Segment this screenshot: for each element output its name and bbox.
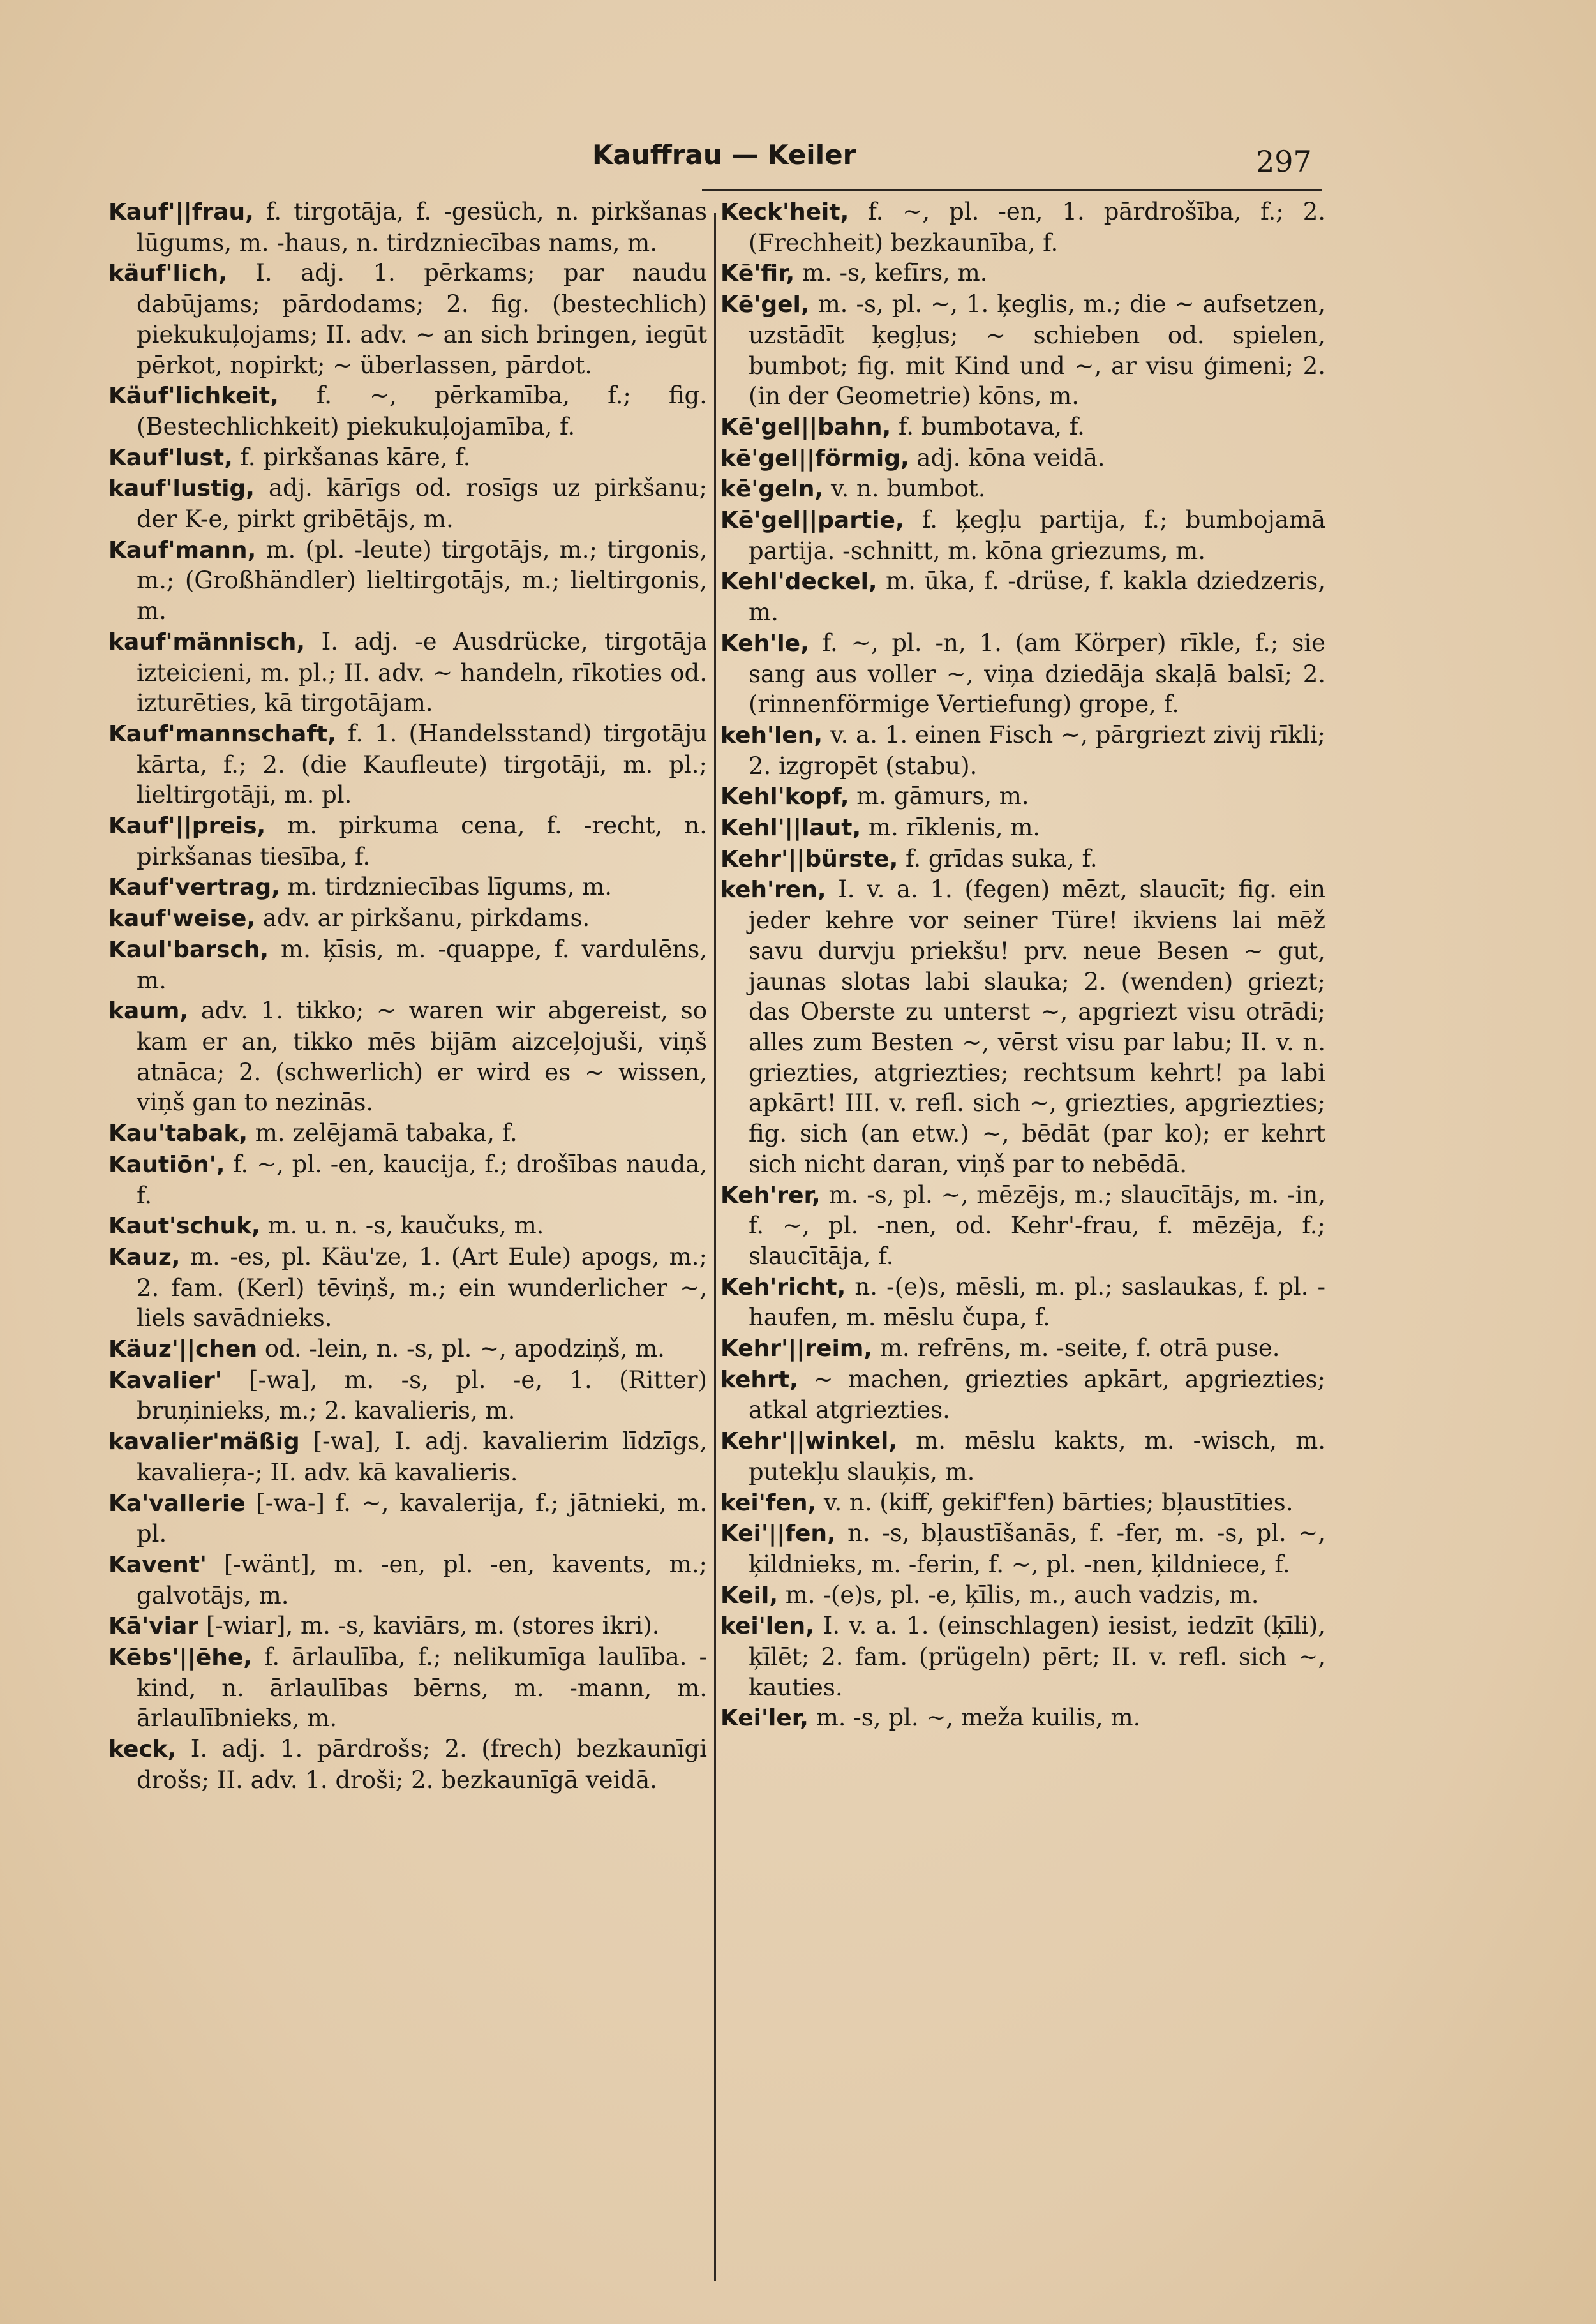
entry-headword: kehrt,	[720, 1366, 798, 1393]
entry-definition: adj. kōna veidā.	[909, 443, 1105, 472]
entry-headword: Kauf'||frau,	[108, 199, 254, 225]
entry-headword: Kavalier'	[108, 1367, 222, 1394]
dictionary-entry	[108, 1549, 707, 1611]
entry-definition: m. tirdzniecības līgums, m.	[280, 873, 613, 901]
entry-headword: Kauf'mannschaft,	[108, 720, 336, 747]
dictionary-entry	[720, 812, 1325, 844]
entry-definition: I. adj. 1. pārdrošs; 2. (frech) bezkaunīgi drošs; II. adv. 1. droši; 2. bezkaunīgā veidā.	[137, 1735, 707, 1794]
dictionary-entry	[720, 1611, 1325, 1702]
entry-headword: Käuz'||chen	[108, 1336, 258, 1363]
dictionary-entry	[108, 535, 707, 627]
entry-headword: Kau'tabak,	[108, 1121, 248, 1147]
entry-headword: Kauz,	[108, 1244, 181, 1270]
entry-definition: f. grīdas suka, f.	[898, 844, 1098, 872]
right-column	[720, 197, 1325, 1734]
entry-definition: m. ķīsis, m. -quappe, f. vardulēns, m.	[137, 935, 707, 994]
dictionary-entry	[108, 442, 707, 473]
entry-headword: Kauf'mann,	[108, 537, 257, 563]
entry-definition: [-wiar], m. -s, kaviārs, m. (stores ikri).	[198, 1612, 660, 1640]
entry-headword: kē'gel||förmig,	[720, 445, 909, 472]
entry-definition: f. bumbotava, f.	[891, 412, 1085, 440]
dictionary-entry	[720, 1333, 1325, 1364]
dictionary-entry	[108, 1242, 707, 1334]
entry-headword: Kaul'barsch,	[108, 936, 269, 963]
entry-headword: Kehr'||winkel,	[720, 1428, 898, 1455]
entry-definition: m. rīklenis, m.	[861, 814, 1041, 842]
entry-headword: kauf'lustig,	[108, 475, 255, 502]
entry-headword: Kehl'||laut,	[720, 815, 861, 842]
entry-headword: Kēbs'||ēhe,	[108, 1644, 252, 1671]
dictionary-entry	[108, 1210, 707, 1242]
entry-headword: kauf'männisch,	[108, 629, 306, 655]
entry-definition: m. -s, pl. ~, meža kuilis, m.	[808, 1704, 1141, 1732]
entry-definition: f. ~, pl. -en, kaucija, f.; drošības nauda, f.	[137, 1150, 707, 1209]
entry-headword: Kei'||fen,	[720, 1521, 836, 1547]
entry-definition: f. ārlaulība, f.; nelikumīga laulība. -kind, n. ārlaulības bērns, m. -mann, m. ārlaulībnieks, m.	[137, 1643, 707, 1732]
entry-headword: Keh'richt,	[720, 1274, 846, 1300]
dictionary-entry	[720, 1518, 1325, 1579]
dictionary-entry	[720, 781, 1325, 812]
entry-definition: [-wa], m. -s, pl. -e, 1. (Ritter) bruņinieks, m.; 2. kavalieris, m.	[137, 1366, 707, 1425]
entry-definition: m. ūka, f. -drüse, f. kakla dziedzeris, m.	[749, 567, 1325, 627]
entry-definition: m. gāmurs, m.	[849, 782, 1029, 810]
entry-headword: Kaut'schuk,	[108, 1213, 260, 1240]
dictionary-entry	[720, 628, 1325, 720]
dictionary-entry	[720, 505, 1325, 566]
entry-headword: Kei'ler,	[720, 1705, 809, 1732]
dictionary-entry	[720, 720, 1325, 781]
page-header	[0, 139, 1596, 190]
entry-definition: adv. ar pirkšanu, pirkdams.	[255, 904, 590, 932]
entry-definition: m. -es, pl. Käu'ze, 1. (Art Eule) apogs, m.; 2. fam. (Kerl) tēviņš, m.; ein wunderlicher ~, liels savādnieks.	[137, 1242, 707, 1332]
entry-definition: f. 1. (Handelsstand) tirgotāju kārta, f.; 2. (die Kaufleute) tirgotāji, m. pl.; lieltirgotāji, m. pl.	[137, 719, 707, 809]
dictionary-entry	[108, 934, 707, 995]
page-number: 297	[1256, 144, 1312, 179]
entry-headword: Kavent'	[108, 1551, 207, 1578]
entry-definition: v. a. 1. einen Fisch ~, pārgriezt zivij rīkli; 2. izgropēt (stabu).	[749, 720, 1325, 780]
entry-definition: I. v. a. 1. (fegen) mēzt, slaucīt; fig. ein jeder kehre vor seiner Türe! ikviens lai mēž savu durvju priekšu! prv. neue Besen ~ gut, jaunas slotas labi slauka; 2. (wenden) griezt; das Oberste zu unterst ~, apgriezt visu otrādi; alles zum Besten ~, vērst visu par labu; II. v. n. griezties, atgriezties; rechtsum kehrt! pa labi apkārt! III. v. refl. sich ~, griezties, apgriezties; fig. sich (an etw.) ~, bēdāt (par ko); er kehrt sich nicht daran, viņš par to nebēdā.	[749, 875, 1325, 1178]
entry-definition: m. mēslu kakts, m. -wisch, m. putekļu slauķis, m.	[749, 1427, 1325, 1486]
entry-definition: [-wänt], m. -en, pl. -en, kavents, m.; galvotājs, m.	[137, 1550, 707, 1609]
entry-definition: f. ķegļu partija, f.; bumbojamā partija. -schnitt, m. kōna griezums, m.	[749, 506, 1325, 565]
dictionary-entry	[108, 627, 707, 719]
entry-headword: Kehl'deckel,	[720, 569, 877, 595]
entry-definition: [-wa], I. adj. kavalierim līdzīgs, kavalieŗa-; II. adv. kā kavalieris.	[137, 1427, 707, 1486]
entry-headword: keh'len,	[720, 722, 823, 749]
dictionary-entry	[108, 903, 707, 934]
entry-headword: Keh'le,	[720, 630, 809, 657]
entry-definition: n. -(e)s, mēsli, m. pl.; saslaukas, f. pl. -haufen, m. mēslu čupa, f.	[749, 1272, 1325, 1332]
entry-headword: Kehr'||reim,	[720, 1336, 873, 1362]
dictionary-entry	[108, 1334, 707, 1365]
entry-definition: m. pirkuma cena, f. -recht, n. pirkšanas tiesība, f.	[137, 812, 707, 870]
dictionary-entry	[720, 1426, 1325, 1487]
dictionary-entry	[720, 1272, 1325, 1333]
entry-headword: Kauf'lust,	[108, 444, 233, 471]
entry-definition: I. v. a. 1. (einschlagen) iesist, iedzīt (ķīli), ķīlēt; 2. fam. (prügeln) pērt; II. v. refl. sich ~, kauties.	[749, 1612, 1325, 1701]
entry-headword: kei'fen,	[720, 1489, 817, 1516]
entry-headword: käuf'lich,	[108, 260, 227, 287]
header-rule	[702, 189, 1322, 191]
entry-headword: kē'geln,	[720, 476, 824, 503]
dictionary-entry	[108, 473, 707, 534]
guide-words: Kauffrau — Keiler	[592, 139, 856, 170]
dictionary-entry	[108, 1642, 707, 1734]
entry-definition: m. u. n. -s, kaučuks, m.	[260, 1212, 544, 1240]
entry-definition: v. n. (kiff, gekif'fen) bārties; bļaustīties.	[816, 1488, 1294, 1516]
dictionary-entry	[108, 1488, 707, 1549]
entry-definition: adv. 1. tikko; ~ waren wir abgereist, so kam er an, tikko mēs bijām aizceļojuši, viņš atnāca; 2. (schwerlich) er wird es ~ wissen, viņš gan to nezinās.	[137, 997, 707, 1117]
entry-definition: f. ~, pērkamība, f.; fig. (Bestechlichkeit) piekukuļojamība, f.	[137, 382, 707, 440]
dictionary-entry	[108, 1426, 707, 1487]
entry-definition: f. tirgotāja, f. -gesüch, n. pirkšanas lūgums, m. -haus, n. tirdzniecības nams, m.	[137, 198, 707, 257]
dictionary-entry	[108, 380, 707, 442]
entry-definition: m. -s, pl. ~, 1. ķeglis, m.; die ~ aufsetzen, uzstādīt ķegļus; ~ schieben od. spielen, bumbot; fig. mit Kind und ~, ar visu ģimeni; 2. (in der Geometrie) kōns, m.	[749, 290, 1325, 410]
entry-headword: Kē'gel||bahn,	[720, 413, 891, 440]
dictionary-entry	[108, 258, 707, 380]
dictionary-entry	[720, 289, 1325, 412]
dictionary-entry	[720, 412, 1325, 443]
dictionary-entry	[720, 258, 1325, 289]
entry-definition: I. adj. 1. pērkams; par naudu dabūjams; pārdodams; 2. fig. (bestechlich) piekukuļojams; II. adv. ~ an sich bringen, iegūt pērkot, nopirkt; ~ überlassen, pārdot.	[137, 259, 707, 379]
dictionary-entry	[720, 844, 1325, 875]
entry-headword: kei'len,	[720, 1613, 814, 1640]
entry-definition: f. pirkšanas kāre, f.	[232, 443, 471, 471]
dictionary-entry	[108, 872, 707, 903]
dictionary-entry	[108, 810, 707, 872]
dictionary-entry	[108, 995, 707, 1118]
entry-definition: v. n. bumbot.	[823, 475, 986, 503]
entry-definition: f. ~, pl. -en, 1. pārdrošība, f.; 2. (Frechheit) bezkaunība, f.	[749, 198, 1325, 257]
entry-headword: kauf'weise,	[108, 905, 256, 932]
entry-definition: m. -(e)s, pl. -e, ķīlis, m., auch vadzis, m.	[778, 1581, 1259, 1609]
entry-headword: Kauf'||preis,	[108, 813, 266, 840]
dictionary-entry	[720, 1487, 1325, 1519]
entry-headword: Kē'fir,	[720, 260, 795, 287]
entry-headword: kavalier'mäßig	[108, 1429, 300, 1456]
column-divider	[714, 213, 716, 2281]
dictionary-entry	[720, 1180, 1325, 1272]
entry-headword: Kē'gel,	[720, 292, 810, 318]
entry-headword: Kauf'vertrag,	[108, 874, 280, 901]
entry-definition: [-wa-] f. ~, kavalerija, f.; jātnieki, m. pl.	[137, 1489, 707, 1548]
entry-definition: m. -s, pl. ~, mēzējs, m.; slaucītājs, m. -in, f. ~, pl. -nen, od. Kehr'-frau, f. mēzēja, f.; slaucītāja, f.	[749, 1181, 1325, 1270]
dictionary-entry	[720, 1364, 1325, 1426]
dictionary-entry	[108, 1734, 707, 1795]
dictionary-entry	[720, 443, 1325, 474]
dictionary-entry	[108, 1149, 707, 1210]
dictionary-entry	[720, 473, 1325, 505]
entry-headword: Kē'gel||partie,	[720, 507, 904, 534]
dictionary-entry	[108, 719, 707, 810]
entry-headword: Kehr'||bürste,	[720, 845, 899, 872]
dictionary-entry	[720, 874, 1325, 1179]
entry-headword: Keh'rer,	[720, 1182, 821, 1209]
entry-definition: m. -s, kefīrs, m.	[794, 259, 988, 287]
dictionary-entry	[720, 197, 1325, 258]
dictionary-entry	[720, 1580, 1325, 1611]
entry-definition: n. -s, bļaustīšanās, f. -fer, m. -s, pl. ~, ķildnieks, m. -ferin, f. ~, pl. -nen, ķildniece, f.	[749, 1519, 1325, 1578]
entry-definition: m. (pl. -leute) tirgotājs, m.; tirgonis, m.; (Großhändler) lieltirgotājs, m.; lieltirgonis, m.	[137, 535, 707, 625]
entry-headword: keh'ren,	[720, 877, 826, 904]
entry-headword: Keck'heit,	[720, 199, 849, 225]
entry-definition: m. zelējamā tabaka, f.	[248, 1119, 518, 1147]
dictionary-entry	[108, 1365, 707, 1426]
entry-definition: adj. kārīgs od. rosīgs uz pirkšanu; der K-e, pirkt gribētājs, m.	[137, 474, 707, 533]
entry-headword: Kehl'kopf,	[720, 784, 849, 810]
dictionary-entry	[108, 1118, 707, 1149]
entry-definition: ~ machen, griezties apkārt, apgriezties; atkal atgriezties.	[749, 1365, 1325, 1424]
dictionary-entry	[108, 197, 707, 258]
entry-headword: kaum,	[108, 998, 189, 1025]
dictionary-entry	[108, 1611, 707, 1642]
entry-definition: od. -lein, n. -s, pl. ~, apodziņš, m.	[257, 1335, 665, 1363]
dictionary-entry	[720, 566, 1325, 627]
entry-definition: f. ~, pl. -n, 1. (am Körper) rīkle, f.; sie sang aus voller ~, viņa dziedāja skaļā balsī; 2. (rinnenförmige Vertiefung) grope, f.	[749, 629, 1325, 719]
left-column	[108, 197, 707, 1796]
entry-headword: Ka'vallerie	[108, 1490, 246, 1517]
entry-definition: m. refrēns, m. -seite, f. otrā puse.	[872, 1334, 1280, 1362]
entry-headword: Keil,	[720, 1582, 779, 1609]
dictionary-entry	[720, 1702, 1325, 1734]
entry-headword: keck,	[108, 1736, 177, 1763]
entry-headword: Kautiōn',	[108, 1151, 225, 1178]
entry-definition: I. adj. -e Ausdrücke, tirgotāja izteicieni, m. pl.; II. adv. ~ handeln, rīkoties od. izturēties, kā tirgotājam.	[137, 627, 707, 717]
entry-headword: Kā'viar	[108, 1613, 199, 1640]
entry-headword: Käuf'lichkeit,	[108, 383, 279, 410]
